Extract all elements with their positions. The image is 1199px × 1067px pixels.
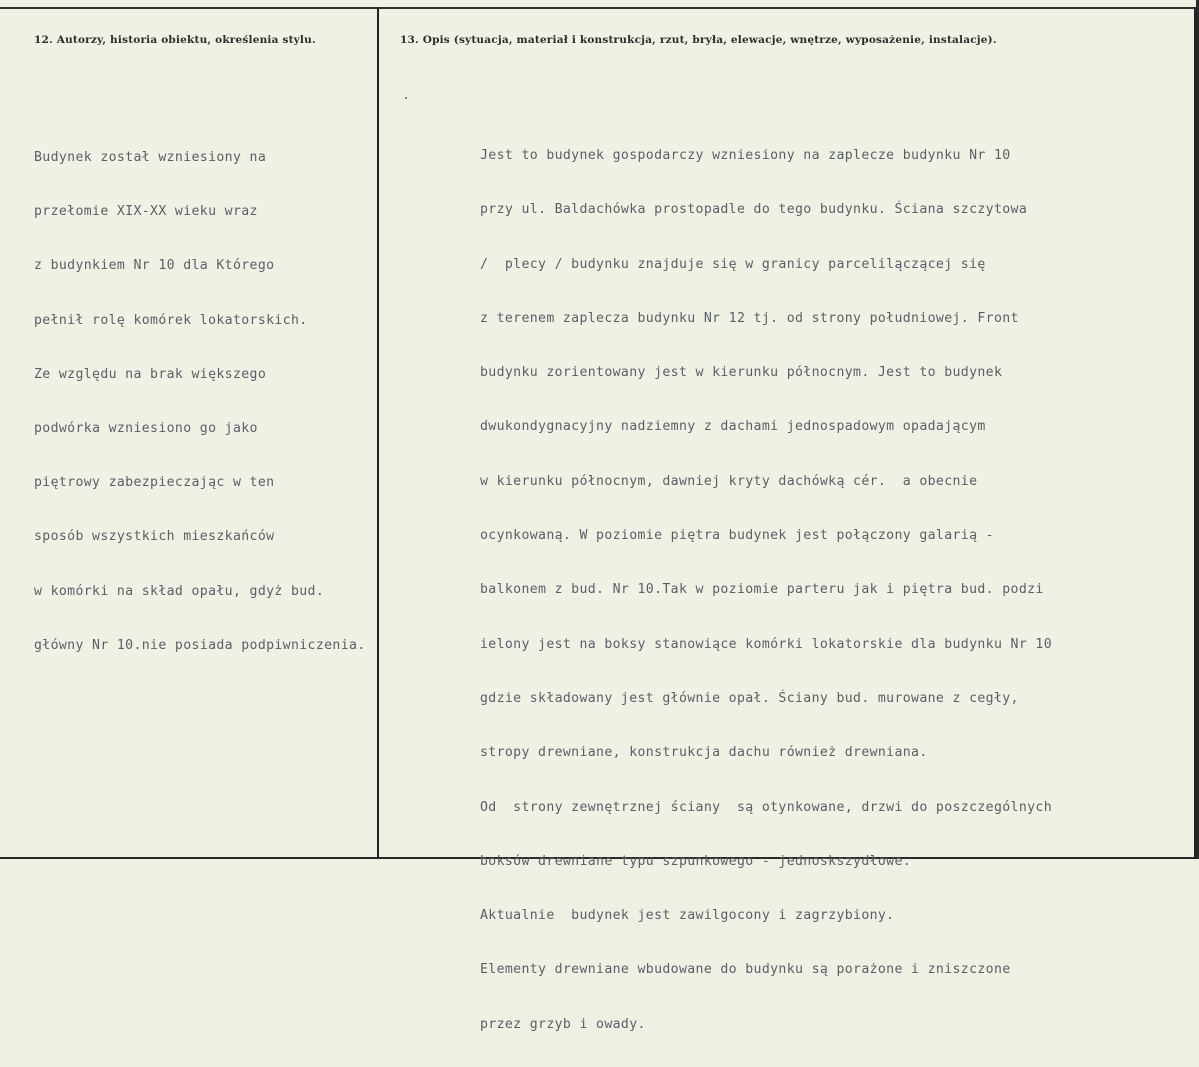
description-line: balkonem z bud. Nr 10.Tak w poziomie parteru jak i piętra bud. podzi	[480, 582, 1044, 598]
history-typed-text	[34, 116, 454, 688]
description-line: z terenem zaplecza budynku Nr 12 tj. od strony południowej. Front	[480, 310, 1019, 326]
history-line: Ze względu na brak większego	[34, 366, 267, 382]
description-line: przez grzyb i owady.	[480, 1016, 646, 1032]
history-line: sposób wszystkich mieszkańców	[34, 529, 275, 545]
history-line: przełomie XIX-XX wieku wraz	[34, 204, 258, 220]
history-line: z budynkiem Nr 10 dla Którego	[34, 258, 275, 274]
description-line: w kierunku północnym, dawniej kryty dachówką cér. a obecnie	[480, 473, 978, 489]
description-line: boksów drewniane typu szpunkowego - jednoskszydłowe.	[480, 853, 912, 869]
history-line: pełnił rolę komórek lokatorskich.	[34, 312, 308, 328]
section-13-label: 13. Opis	[400, 34, 450, 46]
history-line: piętrowy zabezpieczając w ten	[34, 475, 275, 491]
description-line: przy ul. Baldachówka prostopadle do tego budynku. Ściana szczytowa	[480, 202, 1028, 218]
history-line: główny Nr 10.nie posiada podpiwniczenia.	[34, 637, 366, 653]
description-line: gdzie składowany jest głównie opał. Ściany bud. murowane z cegły,	[480, 690, 1019, 706]
description-line: ocynkowaną. W poziomie piętra budynek jest połączony galarią -	[480, 528, 994, 544]
description-typed-text	[480, 114, 1195, 1067]
description-line: budynku zorientowany jest w kierunku północnym. Jest to budynek	[480, 365, 1003, 381]
history-line: Budynek został wzniesiony na	[34, 150, 267, 165]
history-line: podwórka wzniesiono go jako	[34, 420, 258, 436]
description-line: Jest to budynek gospodarczy wzniesiony na zaplecze budynku Nr 10	[480, 148, 1011, 163]
section-13-subtitle: (sytuacja, materiał i konstrukcja, rzut, bryła, elewacje, wnętrze, wyposażenie, instalacje).	[453, 34, 997, 46]
section-13-header	[400, 34, 997, 46]
description-line: dwukondygnacyjny nadziemny z dachami jednospadowym opadającym	[480, 419, 986, 435]
section-12-header: 12. Autorzy, historia obiektu, określenia stylu.	[34, 34, 316, 46]
paper-speck	[405, 97, 407, 99]
description-line: / plecy / budynku znajduje się w granicy parcelilączącej się	[480, 256, 986, 272]
description-line: Aktualnie budynek jest zawilgocony i zagrzybiony.	[480, 908, 895, 924]
top-rule	[0, 7, 1196, 9]
description-line: Od strony zewnętrznej ściany są otynkowane, drzwi do poszczególnych	[480, 799, 1052, 815]
history-line: w komórki na skład opału, gdyż bud.	[34, 583, 325, 599]
description-line: ielony jest na boksy stanowiące komórki lokatorskie dla budynku Nr 10	[480, 636, 1052, 652]
description-line: Elementy drewniane wbudowane do budynku są porażone i zniszczone	[480, 962, 1011, 978]
description-line: stropy drewniane, konstrukcja dachu również drewniana.	[480, 745, 928, 761]
